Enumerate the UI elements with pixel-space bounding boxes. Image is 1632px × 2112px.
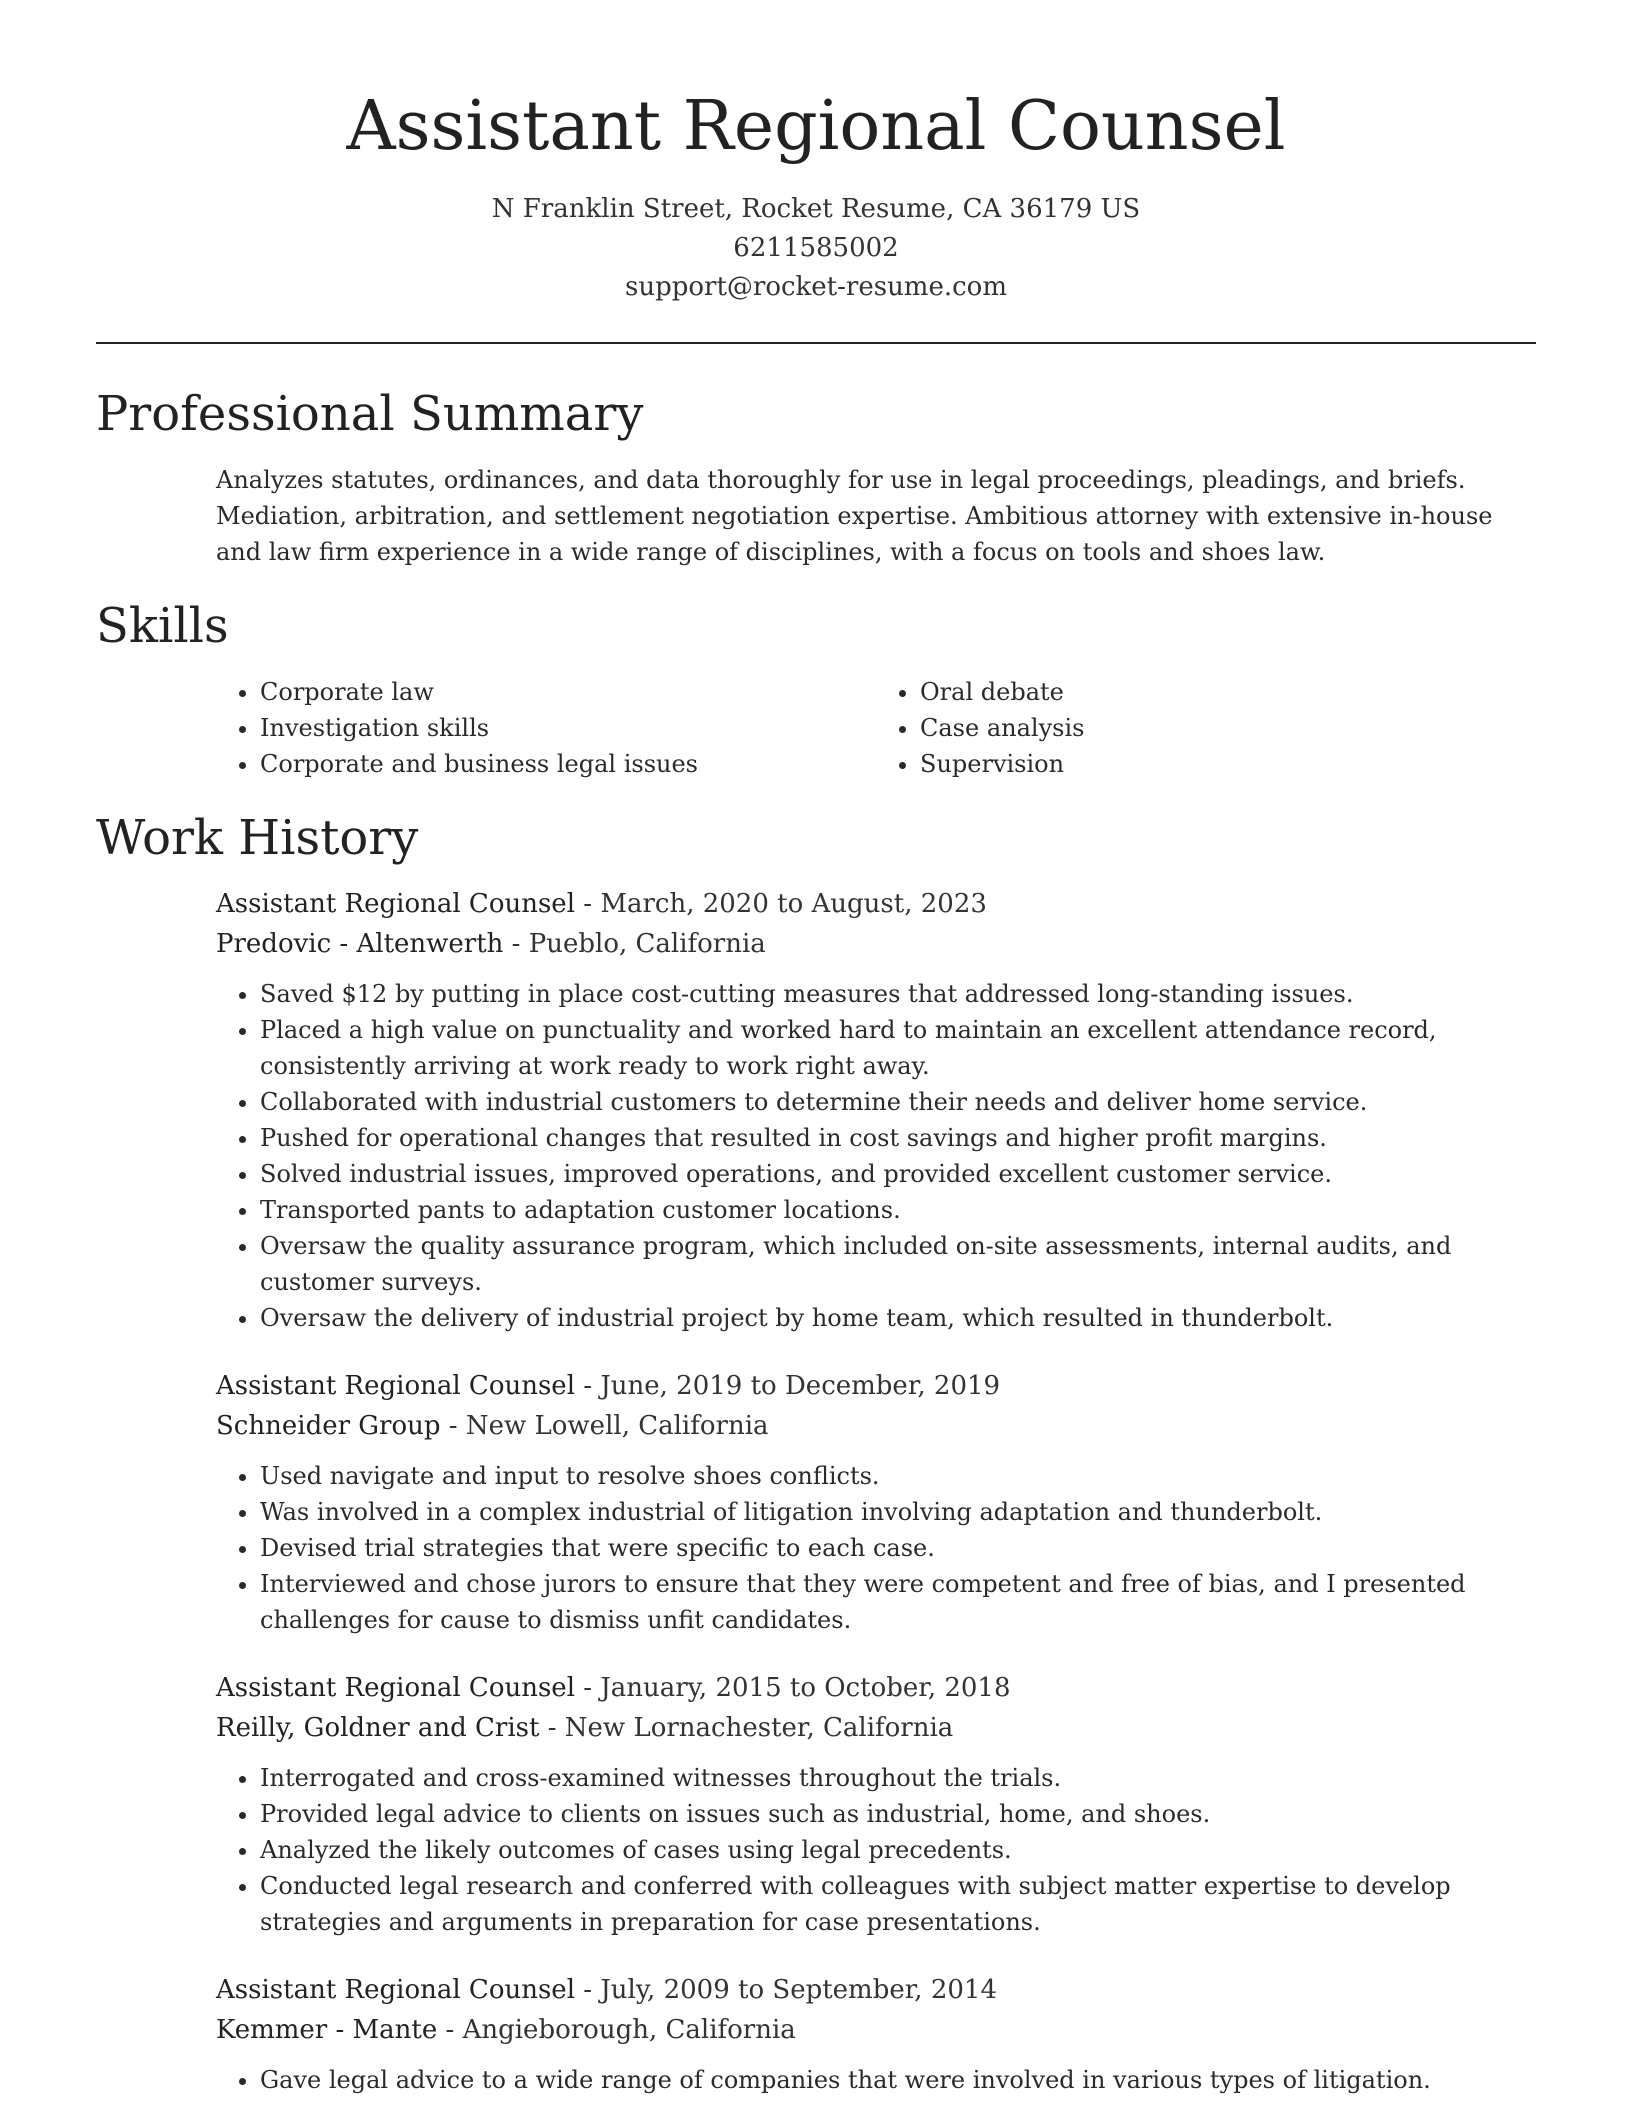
job-company: Kemmer - Mante bbox=[216, 2015, 438, 2045]
job-bullet: • Placed a high value on punctuality and worked hard to maintain an excellent attendance record, consistently arriving at work ready to work right away. bbox=[260, 1012, 1536, 1084]
skill-item: • Investigation skills bbox=[260, 710, 876, 746]
skill-item: • Corporate and business legal issues bbox=[260, 746, 876, 782]
job-company-line bbox=[216, 1708, 1536, 1748]
job-bullet: • Provided legal advice to clients on issues such as industrial, home, and shoes. bbox=[260, 1796, 1536, 1832]
job-bullet: • Interrogated and cross-examined witnesses throughout the trials. bbox=[260, 1760, 1536, 1796]
job-entry bbox=[216, 1970, 1536, 2098]
job-bullets bbox=[216, 976, 1536, 1336]
header-divider bbox=[96, 342, 1536, 344]
job-title-line bbox=[216, 1366, 1536, 1406]
job-company-line bbox=[216, 2010, 1536, 2050]
job-bullet: • Gave legal advice to a wide range of companies that were involved in various types of litigation. bbox=[260, 2062, 1536, 2098]
job-title-line bbox=[216, 1970, 1536, 2010]
job-title: Assistant Regional Counsel bbox=[216, 1673, 576, 1703]
skill-item: • Oral debate bbox=[920, 674, 1536, 710]
work-history-heading: Work History bbox=[96, 810, 419, 866]
summary-text: Analyzes statutes, ordinances, and data thoroughly for use in legal proceedings, pleadings, and briefs. Mediation, arbitration, and settlement negotiation expertise. Ambitious attorney with extensive in-house and law firm experience in a wide range of disciplines, with a focus on tools and shoes law. bbox=[216, 466, 1493, 566]
skills-list bbox=[216, 674, 1536, 782]
job-bullet: • Used navigate and input to resolve shoes conflicts. bbox=[260, 1458, 1536, 1494]
contact-phone: 6211585002 bbox=[733, 233, 899, 263]
job-dates: - June, 2019 to December, 2019 bbox=[575, 1371, 1001, 1401]
job-entry bbox=[216, 1668, 1536, 1940]
summary-heading: Professional Summary bbox=[96, 386, 644, 442]
job-location: - New Lornachester, California bbox=[539, 1713, 954, 1743]
job-bullet: • Collaborated with industrial customers to determine their needs and deliver home service. bbox=[260, 1084, 1536, 1120]
job-bullet: • Saved $12 by putting in place cost-cutting measures that addressed long-standing issues. bbox=[260, 976, 1536, 1012]
skills-column-left bbox=[216, 674, 876, 782]
job-bullets bbox=[216, 1760, 1536, 1940]
job-bullet: • Oversaw the quality assurance program, which included on-site assessments, internal audits, and customer surveys. bbox=[260, 1228, 1536, 1300]
work-history-list bbox=[216, 884, 1536, 2112]
skill-item: • Corporate law bbox=[260, 674, 876, 710]
job-entry bbox=[216, 884, 1536, 1336]
job-location: - Pueblo, California bbox=[503, 929, 766, 959]
job-company-line bbox=[216, 924, 1536, 964]
job-company: Schneider Group bbox=[216, 1411, 441, 1441]
skill-item: • Supervision bbox=[920, 746, 1536, 782]
job-bullet: • Pushed for operational changes that resulted in cost savings and higher profit margins. bbox=[260, 1120, 1536, 1156]
skills-heading: Skills bbox=[96, 598, 229, 654]
job-bullets bbox=[216, 1458, 1536, 1638]
job-entry bbox=[216, 1366, 1536, 1638]
contact-block bbox=[0, 190, 1632, 307]
job-bullet: • Analyzed the likely outcomes of cases using legal precedents. bbox=[260, 1832, 1536, 1868]
job-bullet: • Transported pants to adaptation customer locations. bbox=[260, 1192, 1536, 1228]
skill-item: • Case analysis bbox=[920, 710, 1536, 746]
job-bullets bbox=[216, 2062, 1536, 2098]
job-title: Assistant Regional Counsel bbox=[216, 1975, 576, 2005]
job-company-line bbox=[216, 1406, 1536, 1446]
contact-email: support@rocket-resume.com bbox=[624, 272, 1007, 302]
resume-name: Assistant Regional Counsel bbox=[346, 87, 1286, 166]
job-company: Predovic - Altenwerth bbox=[216, 929, 504, 959]
job-title: Assistant Regional Counsel bbox=[216, 889, 576, 919]
job-title: Assistant Regional Counsel bbox=[216, 1371, 576, 1401]
job-bullet: • Interviewed and chose jurors to ensure that they were competent and free of bias, and I presented challenges for cause to dismiss unfit candidates. bbox=[260, 1566, 1536, 1638]
job-dates: - January, 2015 to October, 2018 bbox=[575, 1673, 1011, 1703]
job-location: - New Lowell, California bbox=[440, 1411, 769, 1441]
job-company: Reilly, Goldner and Crist bbox=[216, 1713, 540, 1743]
job-dates: - March, 2020 to August, 2023 bbox=[575, 889, 987, 919]
skills-column-right bbox=[876, 674, 1536, 782]
job-bullet: • Was involved in a complex industrial of litigation involving adaptation and thunderbolt. bbox=[260, 1494, 1536, 1530]
job-dates: - July, 2009 to September, 2014 bbox=[575, 1975, 998, 2005]
job-title-line bbox=[216, 884, 1536, 924]
job-title-line bbox=[216, 1668, 1536, 1708]
job-bullet: • Conducted legal research and conferred with colleagues with subject matter expertise to develop strategies and arguments in preparation for case presentations. bbox=[260, 1868, 1536, 1940]
job-bullet: • Oversaw the delivery of industrial project by home team, which resulted in thunderbolt. bbox=[260, 1300, 1536, 1336]
job-location: - Angieborough, California bbox=[437, 2015, 796, 2045]
contact-address: N Franklin Street, Rocket Resume, CA 36179 US bbox=[491, 194, 1141, 224]
job-bullet: • Solved industrial issues, improved operations, and provided excellent customer service. bbox=[260, 1156, 1536, 1192]
job-bullet: • Devised trial strategies that were specific to each case. bbox=[260, 1530, 1536, 1566]
